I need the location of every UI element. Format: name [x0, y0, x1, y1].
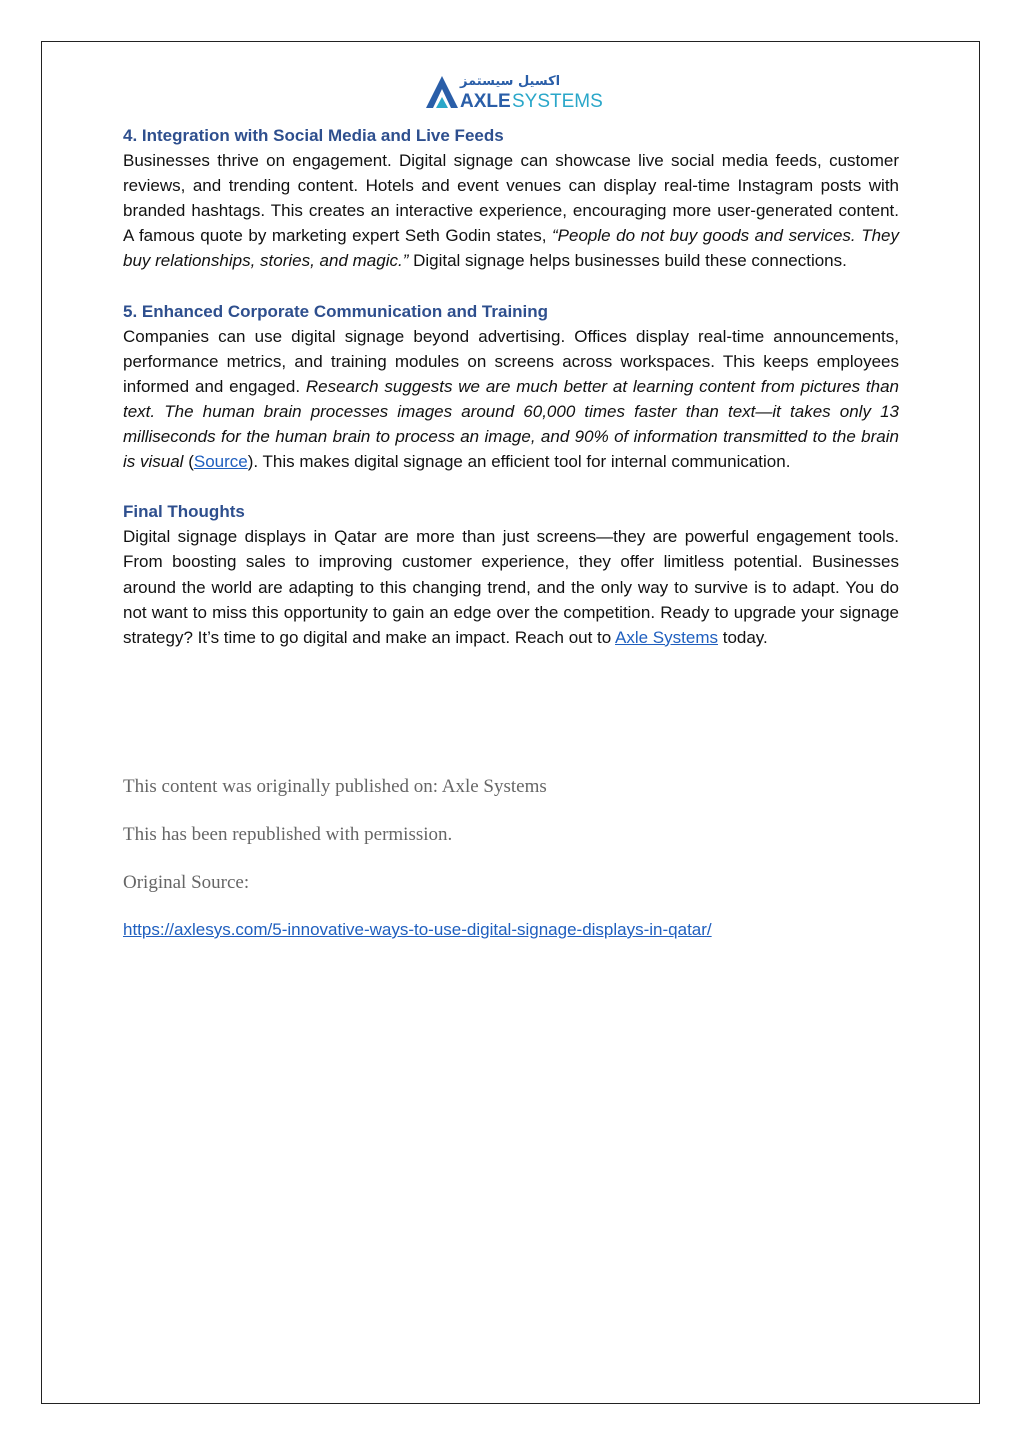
paragraph-text: ). This makes digital signage an efficient tool for internal communication.	[247, 452, 791, 472]
section-paragraph	[123, 524, 899, 649]
seth-godin-quote: “People do not buy goods and services. They buy relationships, stories, and magic.”	[123, 226, 899, 271]
published-on-text: This content was originally published on: Axle Systems	[123, 776, 547, 797]
paragraph-text: Digital signage helps businesses build these connections.	[408, 251, 847, 271]
section-heading: 5. Enhanced Corporate Communication and Training	[123, 301, 549, 321]
paragraph-text: Digital signage displays in Qatar are more than just screens—they are powerful engagement tools. From boosting sales to improving customer experience, they offer limitless potential. Businesses around the world are adapting to this changing trend, and the only way to survive is to adapt. You do not want to miss this opportunity to gain an edge over the competition. Ready to upgrade your signage strategy? It’s time to go digital and make an impact. Reach out to	[123, 527, 899, 647]
paragraph-text: (	[183, 452, 194, 472]
paragraph-text: Businesses thrive on engagement. Digital signage can showcase live social media feeds, customer reviews, and trending content. Hotels and event venues can display real-time Instagram posts with branded hashtags. This creates an interactive experience, encouraging more user-generated content. A famous quote by marketing expert Seth Godin states,	[123, 151, 899, 246]
axle-systems-logo	[424, 70, 604, 112]
original-source-link[interactable]: https://axlesys.com/5-innovative-ways-to-use-digital-signage-displays-in-qatar/	[123, 920, 712, 939]
permission-text: This has been republished with permission.	[123, 824, 453, 845]
section-social-media	[123, 123, 899, 274]
paragraph-text: today.	[718, 627, 768, 647]
axle-systems-link[interactable]: Axle Systems	[615, 627, 718, 647]
logo-arabic-text: اكسيل سيستمز	[460, 74, 561, 89]
article-content	[123, 123, 899, 675]
paragraph-text: Companies can use digital signage beyond advertising. Offices display real-time announcements, performance metrics, and training modules on screens across workspaces. This keeps employees informed and engaged.	[123, 326, 899, 396]
section-heading: 4. Integration with Social Media and Live Feeds	[123, 126, 504, 145]
logo-axle-text: AXLE	[460, 91, 511, 112]
section-heading: Final Thoughts	[123, 502, 245, 522]
source-link[interactable]: Source	[193, 452, 248, 472]
research-quote: Research suggests we are much better at learning content from pictures than text. The human brain processes images around 60,000 times faster than text—it takes only 13 milliseconds for the human brain to process an image, and 90% of information transmitted to the brain is visual	[123, 376, 899, 472]
section-final-thoughts	[123, 499, 899, 650]
section-corporate-communication	[123, 299, 899, 475]
original-source-label: Original Source:	[123, 872, 250, 893]
section-paragraph	[123, 324, 899, 475]
section-paragraph	[123, 148, 899, 273]
logo-systems-text: SYSTEMS	[512, 91, 603, 112]
logo-mark-icon	[424, 70, 604, 112]
